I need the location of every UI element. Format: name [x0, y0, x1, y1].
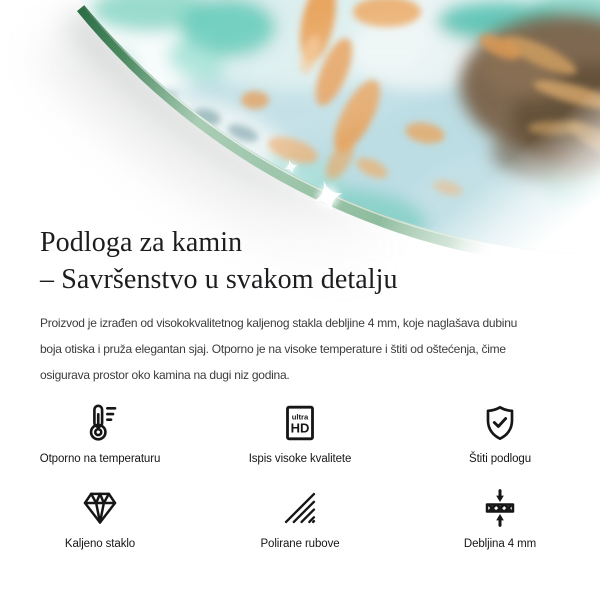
feature-label: Otporno na temperaturu	[39, 453, 161, 465]
product-description	[40, 310, 517, 388]
page-title-line-1: Podloga za kamin	[40, 227, 243, 258]
feature-item-polished-edges	[200, 485, 400, 550]
feature-item-print-quality	[200, 400, 400, 465]
ultra-hd-icon	[280, 400, 320, 446]
description-line: boja otiska i pruža elegantan sjaj. Otporno je na visoke temperature i štiti od oštećenja, čime	[40, 342, 506, 356]
description-line: osigurava prostor oko kamina na dugi niz godina.	[40, 368, 290, 382]
feature-item-thickness	[400, 485, 600, 550]
page-title-line-2: – Savršenstvo u svakom detalju	[40, 264, 398, 295]
thermometer-icon	[79, 400, 121, 446]
features-row-2	[0, 485, 600, 550]
thickness-icon	[480, 485, 520, 531]
shield-check-icon	[480, 400, 520, 446]
description-line: Proizvod je izrađen od visokokvalitetnog kaljenog stakla debljine 4 mm, koje naglašava dubinu	[40, 316, 518, 330]
svg-text:HD: HD	[290, 420, 310, 436]
feature-item-temperature	[0, 400, 200, 465]
feature-label: Ispis visoke kvalitete	[248, 453, 352, 465]
feature-item-tempered-glass	[0, 485, 200, 550]
diamond-icon	[80, 485, 120, 531]
svg-text:ultra: ultra	[291, 412, 309, 422]
feature-item-protects	[400, 400, 600, 465]
feature-label: Debljina 4 mm	[463, 538, 537, 550]
feature-label: Kaljeno staklo	[64, 538, 136, 550]
polished-edges-icon	[281, 485, 319, 531]
page-title	[40, 224, 398, 298]
feature-label: Štiti podlogu	[469, 453, 531, 465]
features-row-1	[0, 400, 600, 465]
feature-label: Polirane rubove	[260, 538, 340, 550]
